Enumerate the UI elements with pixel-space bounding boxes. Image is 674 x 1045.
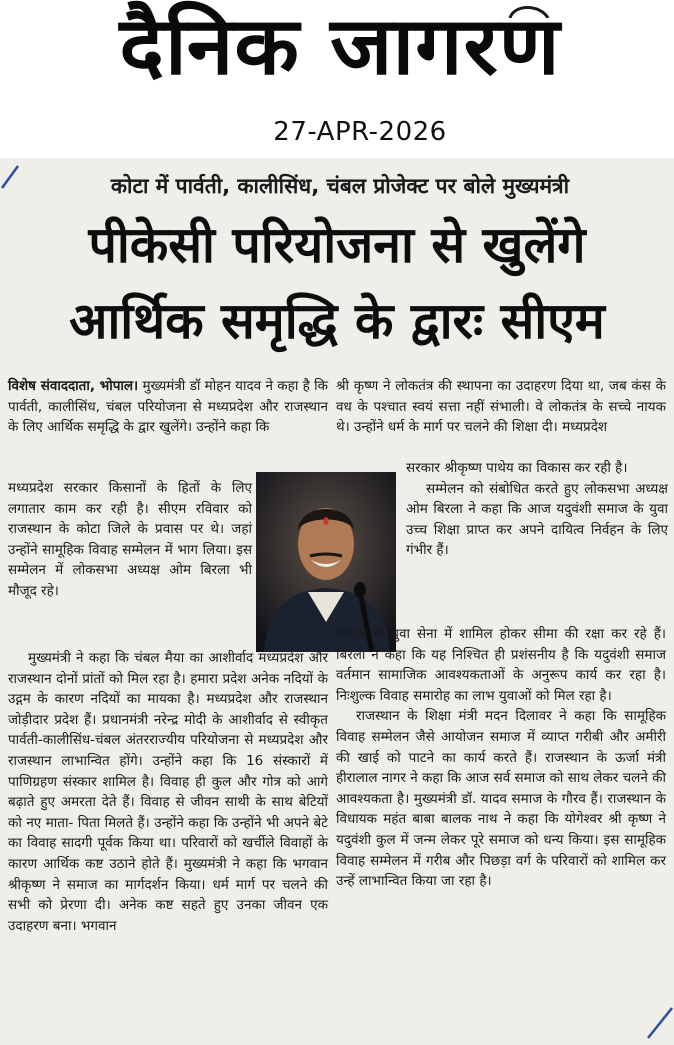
paragraph: सरकार श्रीकृष्ण पाथेय का विकास कर रही है।: [406, 460, 628, 476]
paragraph: मुख्यमंत्री ने कहा कि चंबल मैया का आशीर्वाद मध्यप्रदेश और राजस्थान दोनों प्रांतों को मिल रहा है। हमारा प्रदेश अनेक नदियों के उद्गम के कारण नदियों का मायका है। मध्यप्रदेश और राजस्थान जोड़ीदार प्रदेश हैं। प्रधानमंत्री नरेन्द्र मोदी के आशीर्वाद से स्वीकृत पार्वती-कालीसिंध-चंबल अंतरराज्यीय परियोजना से मध्यप्रदेश और राजस्थान लाभान्वित होंगे। उन्होंने कहा कि 16 संस्कारों में पाणिग्रहण संस्कार शामिल है। विवाह ही कुल और गोत्र को आगे बढ़ाते हुए अमरता देते हैं। विवाह से जीवन साथी के साथ बेटियों को नए माता- पिता मिलते हैं। उन्होंने कहा कि उन्होंने भी अपने बेटे का विवाह सादगी पूर्वक किया था। परिवारों को खर्चीले विवाहों के कारण आर्थिक कष्ट उठाने होते हैं। मुख्यमंत्री ने कहा कि भगवान श्रीकृष्ण ने समाज का मार्गदर्शन किया। धर्म मार्ग पर चलने की सभी को प्रेरणा दी। अनेक कष्ट सहते हुए उनका जीवन एक उदाहरण बना। भगवान: [8, 650, 328, 934]
left-column-top: [8, 376, 328, 438]
left-column-beside-photo: [8, 478, 252, 602]
paragraph: मुख्यमंत्री डॉ मोहन यादव ने कहा है कि पार्वती, कालीसिंध, चंबल परियोजना से मध्यप्रदेश और राजस्थान के लिए आर्थिक समृद्धि के द्वार खुलेंगे। उन्होंने कहा कि: [8, 378, 329, 436]
paragraph: सम्मेलन को संबोधित करते हुए लोकसभा अध्यक्ष ओम बिरला ने कहा कि आज यदुवंशी समाज के युवा उच्च शिक्षा प्राप्त कर अपने दायित्व निर्वहन के लिए गंभीर हैं।: [406, 480, 668, 559]
paragraph: श्री कृष्ण ने लोकतंत्र की स्थापना का उदाहरण दिया था, जब कंस के वध के पश्चात स्वयं सत्ता नहीं संभाली। वे लोकतंत्र के सच्चे नायक थे। उन्होंने धर्म के मार्ग पर चलने की शिक्षा दी। मध्यप्रदेश: [336, 378, 666, 436]
clip-corner-mark-icon: [646, 1004, 674, 1040]
headline-line-2: आर्थिक समृद्धि के द्वारः सीएम: [69, 292, 605, 350]
headline-line-1: पीकेसी परियोजना से खुलेंगे: [88, 216, 586, 274]
right-column-top: [336, 376, 666, 438]
newspaper-masthead: [0, 0, 674, 108]
left-column-bottom: [8, 648, 328, 936]
right-column-bottom: [336, 624, 666, 892]
byline: विशेष संवाददाता, भोपाल।: [8, 378, 139, 394]
paragraph: मध्यप्रदेश सरकार किसानों के हितों के लिए लगातार काम कर रही है। सीएम रविवार को राजस्थान के कोटा जिले के प्रवास पर थे। जहां उन्होंने सामूहिक विवाह सम्मेलन में भाग लिया। इस सम्मेलन में लोकसभा अध्यक्ष ओम बिरला भी मौजूद रहे।: [8, 480, 252, 599]
article-kicker: कोटा में पार्वती, कालीसिंध, चंबल प्रोजेक्ट पर बोले मुख्यमंत्री: [110, 174, 570, 198]
paragraph: राजस्थान के शिक्षा मंत्री मदन दिलावर ने कहा कि सामूहिक विवाह सम्मेलन जैसे आयोजन समाज में व्याप्त गरीबी और अमीरी की खाई को पाटने का कार्य करते हैं। राजस्थान के ऊर्जा मंत्री हीरालाल नागर ने कहा कि आज सर्व समाज को साथ लेकर चलने की आवश्यकता है। मुख्यमंत्री डॉ. यादव समाज के गौरव हैं। राजस्थान के विधायक महंत बाबा बालक नाथ ने कहा कि योगेश्वर श्री कृष्ण ने यदुवंशी कुल में जन्म लेकर पूरे समाज को धन्य किया। इस सामूहिक विवाह सम्मेलन में गरीब और पिछड़ा वर्ग के परिवारों को शामिल कर उन्हें लाभान्वित किया जा रहा है।: [336, 708, 666, 890]
paragraph: समाज के युवा सेना में शामिल होकर सीमा की रक्षा कर रहे हैं। बिरला ने कहा कि यह निश्चित ही प्रशंसनीय है कि यदुवंशी समाज वर्तमान सामाजिक आवश्यकताओं के अनुरूप कार्य कर रहा है। निःशुल्क विवाह समारोह का लाभ युवाओं को मिल रहा है।: [336, 626, 666, 704]
right-column-beside-photo: [406, 458, 668, 561]
masthead-title: दैनिक जागरण: [119, 0, 561, 93]
publication-date: 27-APR-2026: [273, 117, 447, 147]
